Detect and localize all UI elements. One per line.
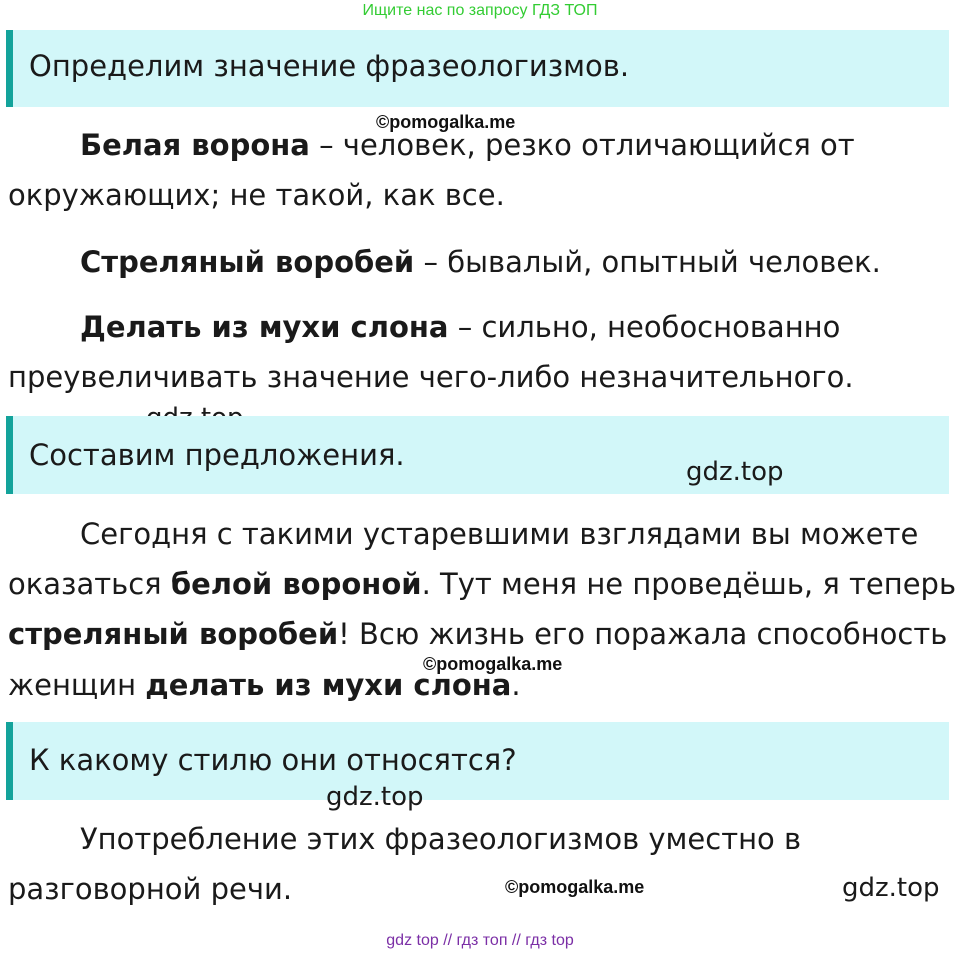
section-heading-3 [6, 722, 949, 800]
top-banner: Ищите нас по запросу ГДЗ ТОП [362, 2, 598, 19]
watermark-gdz: gdz.top [326, 782, 424, 812]
watermark-gdz: gdz.top [686, 457, 784, 487]
paragraph-line: разговорной речи. [8, 872, 293, 906]
phrase-highlight: стреляный воробей [8, 617, 339, 651]
paragraph-line: Сегодня с такими устаревшими взглядами вы можете [80, 517, 919, 551]
definition-line [80, 245, 881, 279]
footer-watermark: gdz top // гдз топ // гдз top [386, 932, 574, 949]
definition-line: преувеличивать значение чего-либо незначительного. [8, 360, 854, 394]
section-heading-1 [6, 30, 949, 107]
section-heading-text: Составим предложения. [29, 438, 405, 472]
definition-line [80, 128, 855, 162]
watermark-pomogalka: ©pomogalka.me [505, 877, 645, 897]
paragraph-line: стреляный воробей! Всю жизнь его поражала способность [8, 617, 948, 651]
paragraph-line: оказаться белой вороной. Тут меня не проведёшь, я теперь [8, 567, 957, 601]
definition-line: окружающих; не такой, как все. [8, 178, 505, 212]
phrase-highlight: белой вороной [170, 567, 422, 601]
definition-text: – бывалый, опытный человек. [414, 245, 881, 279]
section-heading-text: К какому стилю они относятся? [29, 743, 517, 777]
watermark-pomogalka: ©pomogalka.me [376, 112, 516, 132]
definition-text: – сильно, необоснованно [448, 310, 841, 344]
definition-line [80, 310, 840, 344]
section-heading-2 [6, 416, 949, 494]
definition-term: Белая ворона [80, 128, 310, 162]
watermark-pomogalka: ©pomogalka.me [423, 654, 563, 674]
definition-term: Делать из мухи слона [80, 310, 449, 344]
paragraph-line: Употребление этих фразеологизмов уместно в [80, 822, 802, 856]
phrase-highlight: делать из мухи слона [145, 668, 512, 702]
section-heading-text: Определим значение фразеологизмов. [29, 49, 630, 83]
definition-term: Стреляный воробей [80, 245, 415, 279]
definition-text: – человек, резко отличающийся от [309, 128, 855, 162]
paragraph-line: женщин делать из мухи слона. [8, 668, 521, 702]
watermark-gdz: gdz.top [842, 873, 940, 903]
